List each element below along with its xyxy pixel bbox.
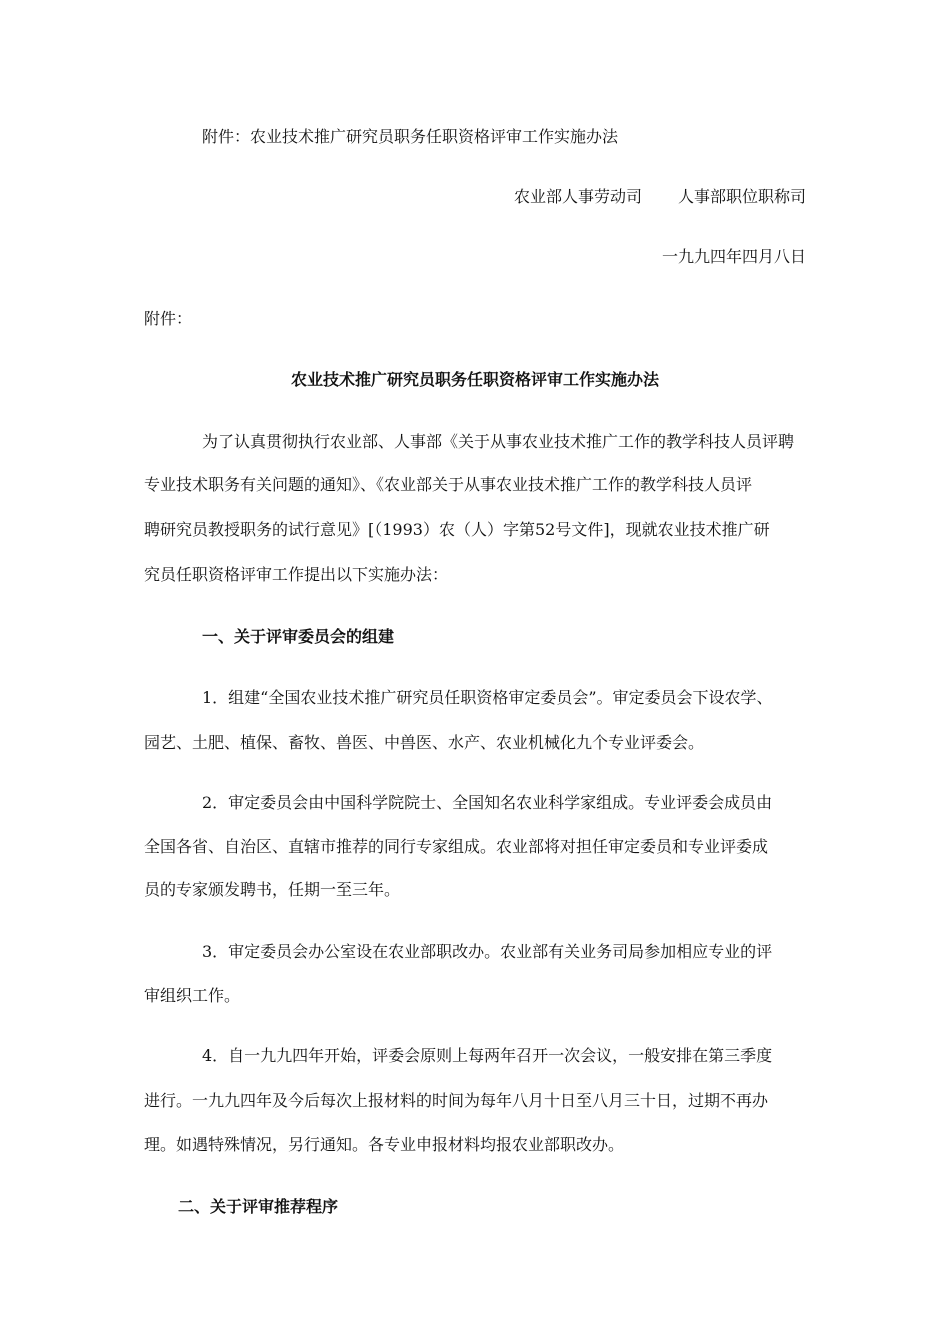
item-3-line: 审组织工作。: [144, 986, 241, 1005]
issuer-1: 农业部人事劳动司: [513, 187, 642, 206]
attachment-label: 附件：: [144, 309, 193, 328]
item-2-line: 2．审定委员会由中国科学院院士、全国知名农业科学家组成。专业评委会成员由: [202, 793, 773, 812]
item-1-line: 1．组建“全国农业技术推广研究员任职资格审定委员会”。审定委员会下设农学、: [202, 688, 773, 707]
document-title: 农业技术推广研究员职务任职资格评审工作实施办法: [290, 370, 659, 389]
item-2-line: 员的专家颁发聘书，任期一至三年。: [144, 880, 401, 899]
attachment-note: 附件：农业技术推广研究员职务任职资格评审工作实施办法: [202, 127, 619, 146]
item-4-line: 进行。一九九四年及今后每次上报材料的时间为每年八月十日至八月三十日，过期不再办: [144, 1091, 769, 1110]
intro-line: 专业技术职务有关问题的通知》、《农业部关于从事农业技术推广工作的教学科技人员评: [144, 475, 753, 494]
issue-date: 一九九四年四月八日: [661, 247, 806, 266]
item-2-line: 全国各省、自治区、直辖市推荐的同行专家组成。农业部将对担任审定委员和专业评委成: [144, 837, 769, 856]
intro-line: 究员任职资格评审工作提出以下实施办法：: [144, 565, 449, 584]
item-4-line: 4．自一九九四年开始，评委会原则上每两年召开一次会议，一般安排在第三季度: [202, 1046, 773, 1065]
item-3-line: 3．审定委员会办公室设在农业部职改办。农业部有关业务司局参加相应专业的评: [202, 942, 773, 961]
intro-line: 为了认真贯彻执行农业部、人事部《关于从事农业技术推广工作的教学科技人员评聘: [202, 432, 795, 451]
issuers: [514, 187, 806, 207]
section-1-heading: 一、关于评审委员会的组建: [202, 627, 395, 646]
intro-line: 聘研究员教授职务的试行意见》[（1993）农（人）字第52号文件]，现就农业技术推广研: [144, 520, 770, 539]
issuer-2: 人事部职位职称司: [677, 187, 806, 206]
item-1-line: 园艺、土肥、植保、畜牧、兽医、中兽医、水产、农业机械化九个专业评委会。: [144, 733, 705, 752]
section-2-heading: 二、关于评审推荐程序: [178, 1197, 339, 1216]
item-4-line: 理。如遇特殊情况，另行通知。各专业申报材料均报农业部职改办。: [144, 1135, 625, 1154]
